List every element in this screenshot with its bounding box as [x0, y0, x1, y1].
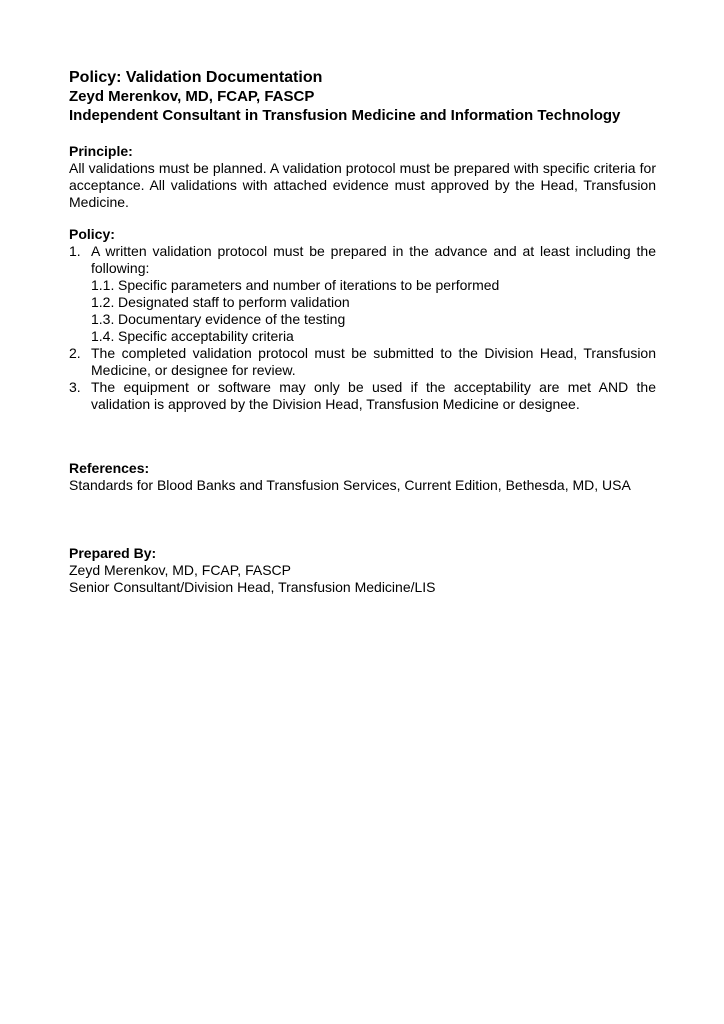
principle-text: All validations must be planned. A validation protocol must be prepared with specific criteria for acceptance. All validations with attached evidence must approved by the Head, Transfusion Medicine. [69, 160, 656, 210]
principle-heading: Principle: [69, 143, 133, 159]
policy-subitem-number: 1.4. [91, 328, 115, 344]
policy-item [69, 243, 656, 345]
references-section [69, 460, 656, 494]
document-page [69, 69, 656, 595]
policy-subitem-text: Designated staff to perform validation [118, 294, 350, 310]
policy-subitem-number: 1.1. [91, 277, 115, 293]
policy-item [69, 345, 656, 379]
policy-item-text: The equipment or software may only be used if the acceptability are met AND the validation is approved by the Division Head, Transfusion Medicine or designee. [91, 379, 656, 412]
preparer-name: Zeyd Merenkov, MD, FCAP, FASCP [69, 562, 291, 578]
policy-heading: Policy: [69, 226, 115, 242]
policy-item-number: 1. [69, 243, 81, 259]
policy-subitem-text: Documentary evidence of the testing [118, 311, 346, 327]
preparer-role: Senior Consultant/Division Head, Transfusion Medicine/LIS [69, 579, 436, 595]
author-title: Independent Consultant in Transfusion Medicine and Information Technology [69, 107, 621, 124]
references-heading: References: [69, 460, 150, 476]
author-name: Zeyd Merenkov, MD, FCAP, FASCP [69, 88, 315, 105]
policy-item-number: 3. [69, 379, 81, 395]
policy-title: Policy: Validation Documentation [69, 69, 323, 86]
policy-item-text: The completed validation protocol must be submitted to the Division Head, Transfusion Medicine, or designee for review. [91, 345, 656, 378]
policy-subitem-text: Specific parameters and number of iterations to be performed [118, 277, 500, 293]
policy-subitem-number: 1.2. [91, 294, 115, 310]
policy-item-text: A written validation protocol must be prepared in the advance and at least including the following: [91, 243, 656, 276]
policy-item [69, 379, 656, 413]
policy-subitem-text: Specific acceptability criteria [118, 328, 294, 344]
policy-subitem [91, 328, 656, 345]
document-header [69, 69, 656, 125]
policy-sublist [91, 277, 656, 345]
prepared-by-section [69, 545, 656, 596]
policy-section [69, 226, 656, 413]
references-text: Standards for Blood Banks and Transfusion Services, Current Edition, Bethesda, MD, USA [69, 477, 631, 493]
policy-subitem-number: 1.3. [91, 311, 115, 327]
policy-subitem [91, 294, 656, 311]
policy-item-number: 2. [69, 345, 81, 361]
policy-subitem [91, 311, 656, 328]
policy-list [69, 243, 656, 413]
principle-section [69, 143, 656, 211]
prepared-by-heading: Prepared By: [69, 545, 157, 561]
policy-subitem [91, 277, 656, 294]
